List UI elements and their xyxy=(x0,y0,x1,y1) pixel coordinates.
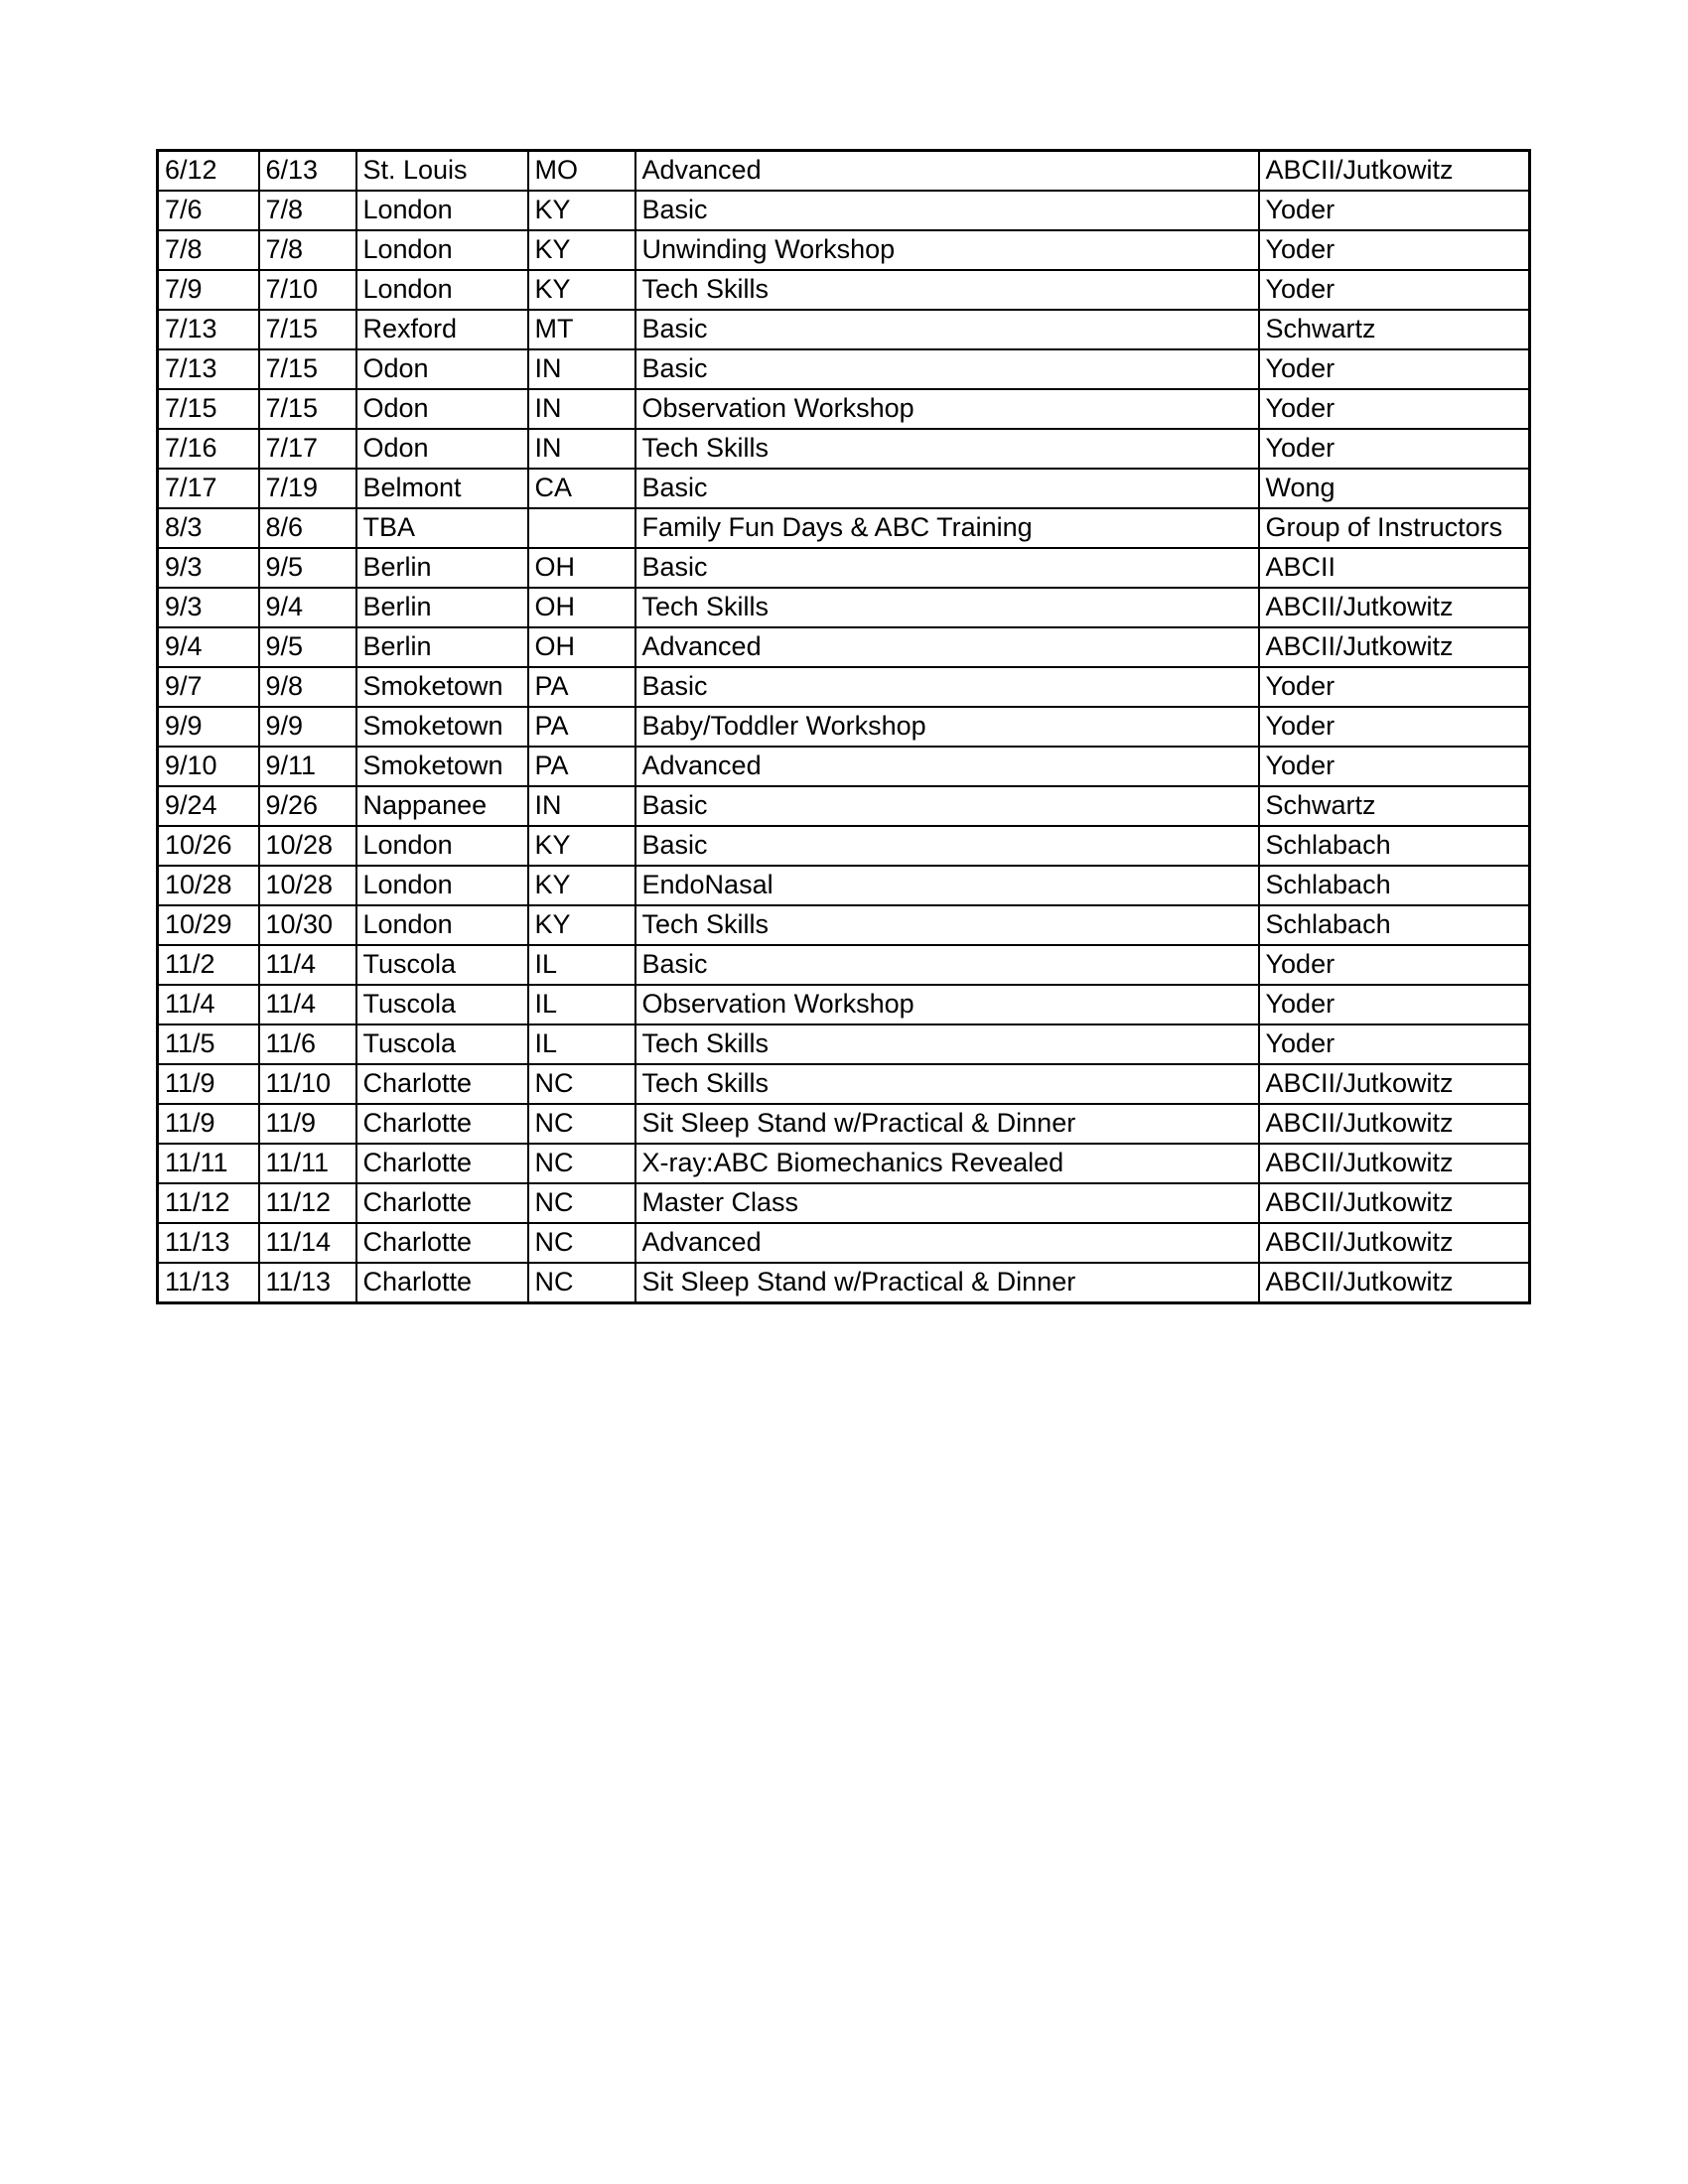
cell-class-type: Observation Workshop xyxy=(635,985,1259,1024)
table-row xyxy=(158,627,1530,667)
table-row xyxy=(158,1263,1530,1303)
cell-state: OH xyxy=(528,627,635,667)
table-row xyxy=(158,469,1530,508)
cell-start-date: 7/13 xyxy=(158,349,259,389)
cell-state: PA xyxy=(528,707,635,747)
cell-city: TBA xyxy=(356,508,528,548)
cell-city: London xyxy=(356,230,528,270)
cell-class-type: Advanced xyxy=(635,627,1259,667)
cell-start-date: 11/12 xyxy=(158,1183,259,1223)
cell-city: Tuscola xyxy=(356,945,528,985)
cell-class-type: Basic xyxy=(635,667,1259,707)
cell-state: IL xyxy=(528,1024,635,1064)
cell-start-date: 7/16 xyxy=(158,429,259,469)
cell-start-date: 9/4 xyxy=(158,627,259,667)
cell-city: Tuscola xyxy=(356,985,528,1024)
cell-city: Berlin xyxy=(356,588,528,627)
cell-instructor: ABCII/Jutkowitz xyxy=(1259,1064,1530,1104)
cell-city: Charlotte xyxy=(356,1144,528,1183)
table-row xyxy=(158,1064,1530,1104)
cell-end-date: 7/15 xyxy=(259,310,356,349)
cell-class-type: Sit Sleep Stand w/Practical & Dinner xyxy=(635,1263,1259,1303)
cell-class-type: Observation Workshop xyxy=(635,389,1259,429)
cell-city: Charlotte xyxy=(356,1223,528,1263)
table-row xyxy=(158,508,1530,548)
table-row xyxy=(158,1024,1530,1064)
table-row xyxy=(158,826,1530,866)
cell-instructor: Yoder xyxy=(1259,230,1530,270)
cell-class-type: Tech Skills xyxy=(635,270,1259,310)
cell-instructor: Schlabach xyxy=(1259,905,1530,945)
cell-end-date: 9/4 xyxy=(259,588,356,627)
cell-instructor: Wong xyxy=(1259,469,1530,508)
cell-city: Charlotte xyxy=(356,1104,528,1144)
cell-state: MT xyxy=(528,310,635,349)
cell-state: PA xyxy=(528,747,635,786)
cell-end-date: 7/10 xyxy=(259,270,356,310)
cell-start-date: 6/12 xyxy=(158,151,259,192)
cell-state: OH xyxy=(528,588,635,627)
cell-class-type: Basic xyxy=(635,310,1259,349)
cell-city: Charlotte xyxy=(356,1064,528,1104)
table-row xyxy=(158,588,1530,627)
cell-end-date: 11/4 xyxy=(259,945,356,985)
cell-start-date: 11/13 xyxy=(158,1263,259,1303)
cell-start-date: 11/5 xyxy=(158,1024,259,1064)
cell-instructor: Yoder xyxy=(1259,349,1530,389)
cell-state: NC xyxy=(528,1144,635,1183)
cell-end-date: 6/13 xyxy=(259,151,356,192)
cell-state: OH xyxy=(528,548,635,588)
cell-start-date: 10/28 xyxy=(158,866,259,905)
cell-instructor: ABCII/Jutkowitz xyxy=(1259,1144,1530,1183)
cell-class-type: Unwinding Workshop xyxy=(635,230,1259,270)
cell-start-date: 10/26 xyxy=(158,826,259,866)
cell-state: PA xyxy=(528,667,635,707)
cell-city: Smoketown xyxy=(356,707,528,747)
cell-city: Tuscola xyxy=(356,1024,528,1064)
cell-end-date: 7/19 xyxy=(259,469,356,508)
cell-city: St. Louis xyxy=(356,151,528,192)
cell-instructor: ABCII/Jutkowitz xyxy=(1259,627,1530,667)
cell-instructor: ABCII xyxy=(1259,548,1530,588)
table-row xyxy=(158,270,1530,310)
cell-class-type: Tech Skills xyxy=(635,429,1259,469)
cell-class-type: Advanced xyxy=(635,151,1259,192)
cell-start-date: 9/3 xyxy=(158,548,259,588)
cell-class-type: Basic xyxy=(635,945,1259,985)
cell-end-date: 11/6 xyxy=(259,1024,356,1064)
cell-state: KY xyxy=(528,866,635,905)
cell-state: IN xyxy=(528,389,635,429)
cell-state: KY xyxy=(528,905,635,945)
table-row xyxy=(158,1144,1530,1183)
cell-start-date: 7/17 xyxy=(158,469,259,508)
cell-city: Nappanee xyxy=(356,786,528,826)
table-row xyxy=(158,151,1530,192)
table-row xyxy=(158,191,1530,230)
cell-start-date: 11/13 xyxy=(158,1223,259,1263)
cell-class-type: Basic xyxy=(635,191,1259,230)
cell-city: Rexford xyxy=(356,310,528,349)
cell-instructor: ABCII/Jutkowitz xyxy=(1259,151,1530,192)
table-row xyxy=(158,707,1530,747)
cell-state: IN xyxy=(528,349,635,389)
cell-state: NC xyxy=(528,1223,635,1263)
cell-class-type: Tech Skills xyxy=(635,1064,1259,1104)
cell-start-date: 11/11 xyxy=(158,1144,259,1183)
table-row xyxy=(158,945,1530,985)
table-row xyxy=(158,786,1530,826)
table-row xyxy=(158,1183,1530,1223)
cell-class-type: Tech Skills xyxy=(635,905,1259,945)
cell-state: IL xyxy=(528,985,635,1024)
cell-end-date: 11/11 xyxy=(259,1144,356,1183)
cell-state: CA xyxy=(528,469,635,508)
cell-start-date: 7/8 xyxy=(158,230,259,270)
cell-state: NC xyxy=(528,1183,635,1223)
cell-end-date: 7/8 xyxy=(259,191,356,230)
cell-city: Smoketown xyxy=(356,747,528,786)
cell-city: Berlin xyxy=(356,627,528,667)
cell-instructor: Schwartz xyxy=(1259,310,1530,349)
cell-start-date: 9/3 xyxy=(158,588,259,627)
table-row xyxy=(158,230,1530,270)
table-row xyxy=(158,1104,1530,1144)
cell-class-type: Family Fun Days & ABC Training xyxy=(635,508,1259,548)
cell-class-type: Sit Sleep Stand w/Practical & Dinner xyxy=(635,1104,1259,1144)
cell-start-date: 9/10 xyxy=(158,747,259,786)
cell-city: Charlotte xyxy=(356,1263,528,1303)
cell-instructor: Yoder xyxy=(1259,747,1530,786)
cell-start-date: 10/29 xyxy=(158,905,259,945)
cell-city: Odon xyxy=(356,389,528,429)
cell-class-type: Basic xyxy=(635,469,1259,508)
table-row xyxy=(158,747,1530,786)
cell-instructor: ABCII/Jutkowitz xyxy=(1259,1223,1530,1263)
cell-instructor: Yoder xyxy=(1259,945,1530,985)
cell-state: KY xyxy=(528,191,635,230)
cell-start-date: 11/4 xyxy=(158,985,259,1024)
cell-start-date: 9/24 xyxy=(158,786,259,826)
cell-class-type: EndoNasal xyxy=(635,866,1259,905)
cell-end-date: 8/6 xyxy=(259,508,356,548)
cell-state: IL xyxy=(528,945,635,985)
cell-start-date: 9/9 xyxy=(158,707,259,747)
cell-end-date: 7/15 xyxy=(259,389,356,429)
cell-end-date: 11/10 xyxy=(259,1064,356,1104)
schedule-table-body xyxy=(158,151,1530,1303)
cell-start-date: 7/9 xyxy=(158,270,259,310)
cell-class-type: Master Class xyxy=(635,1183,1259,1223)
cell-end-date: 9/11 xyxy=(259,747,356,786)
cell-instructor: Yoder xyxy=(1259,389,1530,429)
cell-instructor: Yoder xyxy=(1259,1024,1530,1064)
cell-city: London xyxy=(356,905,528,945)
table-row xyxy=(158,548,1530,588)
cell-end-date: 7/8 xyxy=(259,230,356,270)
cell-start-date: 11/2 xyxy=(158,945,259,985)
cell-start-date: 9/7 xyxy=(158,667,259,707)
cell-city: London xyxy=(356,270,528,310)
cell-state: MO xyxy=(528,151,635,192)
cell-instructor: Schlabach xyxy=(1259,826,1530,866)
table-row xyxy=(158,985,1530,1024)
cell-city: Berlin xyxy=(356,548,528,588)
cell-instructor: ABCII/Jutkowitz xyxy=(1259,588,1530,627)
cell-instructor: ABCII/Jutkowitz xyxy=(1259,1183,1530,1223)
cell-city: London xyxy=(356,866,528,905)
cell-end-date: 11/13 xyxy=(259,1263,356,1303)
cell-state xyxy=(528,508,635,548)
cell-end-date: 9/26 xyxy=(259,786,356,826)
cell-city: London xyxy=(356,191,528,230)
cell-start-date: 11/9 xyxy=(158,1104,259,1144)
cell-instructor: Yoder xyxy=(1259,707,1530,747)
cell-state: NC xyxy=(528,1263,635,1303)
cell-end-date: 9/5 xyxy=(259,548,356,588)
cell-start-date: 7/13 xyxy=(158,310,259,349)
cell-end-date: 10/28 xyxy=(259,866,356,905)
cell-city: Odon xyxy=(356,349,528,389)
cell-instructor: ABCII/Jutkowitz xyxy=(1259,1263,1530,1303)
cell-end-date: 11/9 xyxy=(259,1104,356,1144)
cell-end-date: 11/14 xyxy=(259,1223,356,1263)
cell-state: IN xyxy=(528,429,635,469)
cell-instructor: Yoder xyxy=(1259,985,1530,1024)
cell-instructor: Schwartz xyxy=(1259,786,1530,826)
cell-class-type: Tech Skills xyxy=(635,588,1259,627)
table-row xyxy=(158,1223,1530,1263)
cell-state: NC xyxy=(528,1104,635,1144)
cell-end-date: 11/4 xyxy=(259,985,356,1024)
cell-instructor: Group of Instructors xyxy=(1259,508,1530,548)
cell-end-date: 9/8 xyxy=(259,667,356,707)
cell-city: Smoketown xyxy=(356,667,528,707)
cell-start-date: 8/3 xyxy=(158,508,259,548)
cell-class-type: Basic xyxy=(635,349,1259,389)
cell-class-type: Basic xyxy=(635,786,1259,826)
cell-end-date: 9/9 xyxy=(259,707,356,747)
cell-city: Odon xyxy=(356,429,528,469)
cell-state: KY xyxy=(528,826,635,866)
cell-end-date: 7/15 xyxy=(259,349,356,389)
cell-class-type: Basic xyxy=(635,548,1259,588)
cell-end-date: 10/30 xyxy=(259,905,356,945)
seminar-schedule-table xyxy=(156,149,1531,1304)
cell-class-type: Advanced xyxy=(635,1223,1259,1263)
cell-state: KY xyxy=(528,270,635,310)
cell-state: NC xyxy=(528,1064,635,1104)
table-row xyxy=(158,349,1530,389)
cell-end-date: 7/17 xyxy=(259,429,356,469)
cell-city: London xyxy=(356,826,528,866)
table-row xyxy=(158,389,1530,429)
cell-start-date: 11/9 xyxy=(158,1064,259,1104)
cell-instructor: Yoder xyxy=(1259,270,1530,310)
cell-class-type: Tech Skills xyxy=(635,1024,1259,1064)
cell-instructor: Schlabach xyxy=(1259,866,1530,905)
cell-city: Charlotte xyxy=(356,1183,528,1223)
cell-state: IN xyxy=(528,786,635,826)
cell-end-date: 11/12 xyxy=(259,1183,356,1223)
table-row xyxy=(158,905,1530,945)
cell-instructor: Yoder xyxy=(1259,429,1530,469)
cell-start-date: 7/15 xyxy=(158,389,259,429)
table-row xyxy=(158,429,1530,469)
cell-start-date: 7/6 xyxy=(158,191,259,230)
cell-class-type: Baby/Toddler Workshop xyxy=(635,707,1259,747)
cell-instructor: Yoder xyxy=(1259,667,1530,707)
cell-instructor: ABCII/Jutkowitz xyxy=(1259,1104,1530,1144)
cell-end-date: 9/5 xyxy=(259,627,356,667)
cell-instructor: Yoder xyxy=(1259,191,1530,230)
cell-class-type: Basic xyxy=(635,826,1259,866)
cell-class-type: Advanced xyxy=(635,747,1259,786)
cell-state: KY xyxy=(528,230,635,270)
table-row xyxy=(158,310,1530,349)
table-row xyxy=(158,866,1530,905)
cell-city: Belmont xyxy=(356,469,528,508)
table-row xyxy=(158,667,1530,707)
schedule-table-container xyxy=(156,149,1528,1304)
cell-end-date: 10/28 xyxy=(259,826,356,866)
cell-class-type: X-ray:ABC Biomechanics Revealed xyxy=(635,1144,1259,1183)
